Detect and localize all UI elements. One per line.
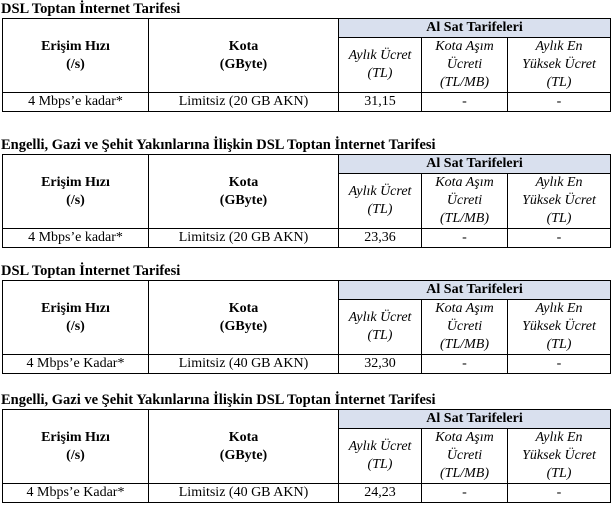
header-aylik-line2: (TL) [367, 457, 393, 472]
table-row [3, 355, 611, 374]
header-kota-line2: (GByte) [219, 192, 268, 208]
header-asim-line2: Ücreti [446, 448, 483, 463]
header-erisim-hizi [3, 281, 149, 355]
header-kota-line2: (GByte) [219, 318, 268, 334]
header-asim-line1: Kota Aşım [435, 301, 494, 316]
header-kota [149, 281, 339, 355]
header-kota [149, 155, 339, 229]
header-erisim-line2: (/s) [66, 56, 85, 72]
header-yuksek-line2: Yüksek Ücret [522, 57, 596, 72]
cell-erisim-hizi: 4 Mbps’e Kadar* [3, 484, 149, 503]
header-erisim-hizi [3, 19, 149, 93]
tariff-table [2, 18, 611, 112]
header-aylik-ucret [339, 300, 422, 355]
header-asim-line3: (TL/MB) [440, 211, 489, 226]
cell-kota-asim-ucreti: - [422, 355, 508, 374]
header-kota-asim-ucreti [422, 174, 508, 229]
tariff-table [2, 280, 611, 374]
cell-kota-asim-ucreti: - [422, 484, 508, 503]
header-kota-line1: Kota [228, 300, 259, 316]
header-asim-line3: (TL/MB) [440, 337, 489, 352]
header-aylik-line1: Aylık Ücret [348, 439, 412, 454]
header-yuksek-line1: Aylık En [535, 301, 583, 316]
header-kota-asim-ucreti [422, 300, 508, 355]
section-title: Engelli, Gazi ve Şehit Yakınlarına İlişkin DSL Toptan İnternet Tarifesi [1, 392, 436, 408]
cell-aylik-en-yuksek-ucret: - [508, 229, 611, 248]
header-erisim-line2: (/s) [66, 318, 85, 334]
table-row [3, 93, 611, 112]
section-title: DSL Toptan İnternet Tarifesi [1, 263, 181, 279]
tariff-table [2, 409, 611, 503]
header-yuksek-line3: (TL) [546, 75, 572, 90]
header-asim-line3: (TL/MB) [440, 466, 489, 481]
header-aylik-en-yuksek-ucret [508, 300, 611, 355]
header-yuksek-line2: Yüksek Ücret [522, 448, 596, 463]
header-kota-line2: (GByte) [219, 447, 268, 463]
header-asim-line2: Ücreti [446, 319, 483, 334]
header-aylik-line2: (TL) [367, 66, 393, 81]
header-erisim-line1: Erişim Hızı [41, 429, 110, 445]
header-al-sat-tarifeleri: Al Sat Tarifeleri [339, 19, 611, 38]
cell-kota: Limitsiz (40 GB AKN) [149, 355, 339, 374]
header-yuksek-line1: Aylık En [535, 175, 583, 190]
cell-erisim-hizi: 4 Mbps’e kadar* [3, 93, 149, 112]
tariff-table [2, 154, 611, 248]
cell-kota-asim-ucreti: - [422, 93, 508, 112]
header-erisim-line2: (/s) [66, 447, 85, 463]
header-yuksek-line2: Yüksek Ücret [522, 319, 596, 334]
cell-aylik-en-yuksek-ucret: - [508, 93, 611, 112]
header-yuksek-line2: Yüksek Ücret [522, 193, 596, 208]
table-row [3, 484, 611, 503]
header-aylik-ucret [339, 429, 422, 484]
cell-kota: Limitsiz (20 GB AKN) [149, 229, 339, 248]
header-asim-line2: Ücreti [446, 57, 483, 72]
header-yuksek-line1: Aylık En [535, 430, 583, 445]
header-al-sat-tarifeleri: Al Sat Tarifeleri [339, 410, 611, 429]
cell-aylik-ucret: 31,15 [339, 93, 422, 112]
cell-kota: Limitsiz (40 GB AKN) [149, 484, 339, 503]
cell-kota-asim-ucreti: - [422, 229, 508, 248]
cell-aylik-ucret: 23,36 [339, 229, 422, 248]
header-aylik-line1: Aylık Ücret [348, 184, 412, 199]
header-aylik-en-yuksek-ucret [508, 174, 611, 229]
table-row [3, 229, 611, 248]
header-al-sat-tarifeleri: Al Sat Tarifeleri [339, 281, 611, 300]
header-yuksek-line1: Aylık En [535, 39, 583, 54]
header-asim-line3: (TL/MB) [440, 75, 489, 90]
header-kota-line1: Kota [228, 174, 259, 190]
cell-aylik-en-yuksek-ucret: - [508, 355, 611, 374]
section-title: DSL Toptan İnternet Tarifesi [1, 1, 181, 17]
cell-erisim-hizi: 4 Mbps’e Kadar* [3, 355, 149, 374]
header-yuksek-line3: (TL) [546, 337, 572, 352]
header-kota-line1: Kota [228, 38, 259, 54]
header-kota-asim-ucreti [422, 38, 508, 93]
header-aylik-ucret [339, 38, 422, 93]
cell-erisim-hizi: 4 Mbps’e kadar* [3, 229, 149, 248]
section-title: Engelli, Gazi ve Şehit Yakınlarına İlişkin DSL Toptan İnternet Tarifesi [1, 137, 436, 153]
header-erisim-hizi [3, 155, 149, 229]
header-asim-line2: Ücreti [446, 193, 483, 208]
header-kota-line2: (GByte) [219, 56, 268, 72]
header-aylik-en-yuksek-ucret [508, 429, 611, 484]
header-kota-line1: Kota [228, 429, 259, 445]
header-erisim-hizi [3, 410, 149, 484]
header-erisim-line1: Erişim Hızı [41, 38, 110, 54]
header-asim-line1: Kota Aşım [435, 430, 494, 445]
header-asim-line1: Kota Aşım [435, 175, 494, 190]
header-kota [149, 19, 339, 93]
cell-kota: Limitsiz (20 GB AKN) [149, 93, 339, 112]
header-al-sat-tarifeleri: Al Sat Tarifeleri [339, 155, 611, 174]
header-aylik-line2: (TL) [367, 328, 393, 343]
header-aylik-line1: Aylık Ücret [348, 310, 412, 325]
header-kota [149, 410, 339, 484]
header-yuksek-line3: (TL) [546, 211, 572, 226]
header-erisim-line2: (/s) [66, 192, 85, 208]
header-kota-asim-ucreti [422, 429, 508, 484]
header-erisim-line1: Erişim Hızı [41, 300, 110, 316]
header-yuksek-line3: (TL) [546, 466, 572, 481]
cell-aylik-en-yuksek-ucret: - [508, 484, 611, 503]
header-aylik-ucret [339, 174, 422, 229]
header-aylik-line1: Aylık Ücret [348, 48, 412, 63]
cell-aylik-ucret: 24,23 [339, 484, 422, 503]
header-aylik-en-yuksek-ucret [508, 38, 611, 93]
header-erisim-line1: Erişim Hızı [41, 174, 110, 190]
cell-aylik-ucret: 32,30 [339, 355, 422, 374]
header-aylik-line2: (TL) [367, 202, 393, 217]
header-asim-line1: Kota Aşım [435, 39, 494, 54]
